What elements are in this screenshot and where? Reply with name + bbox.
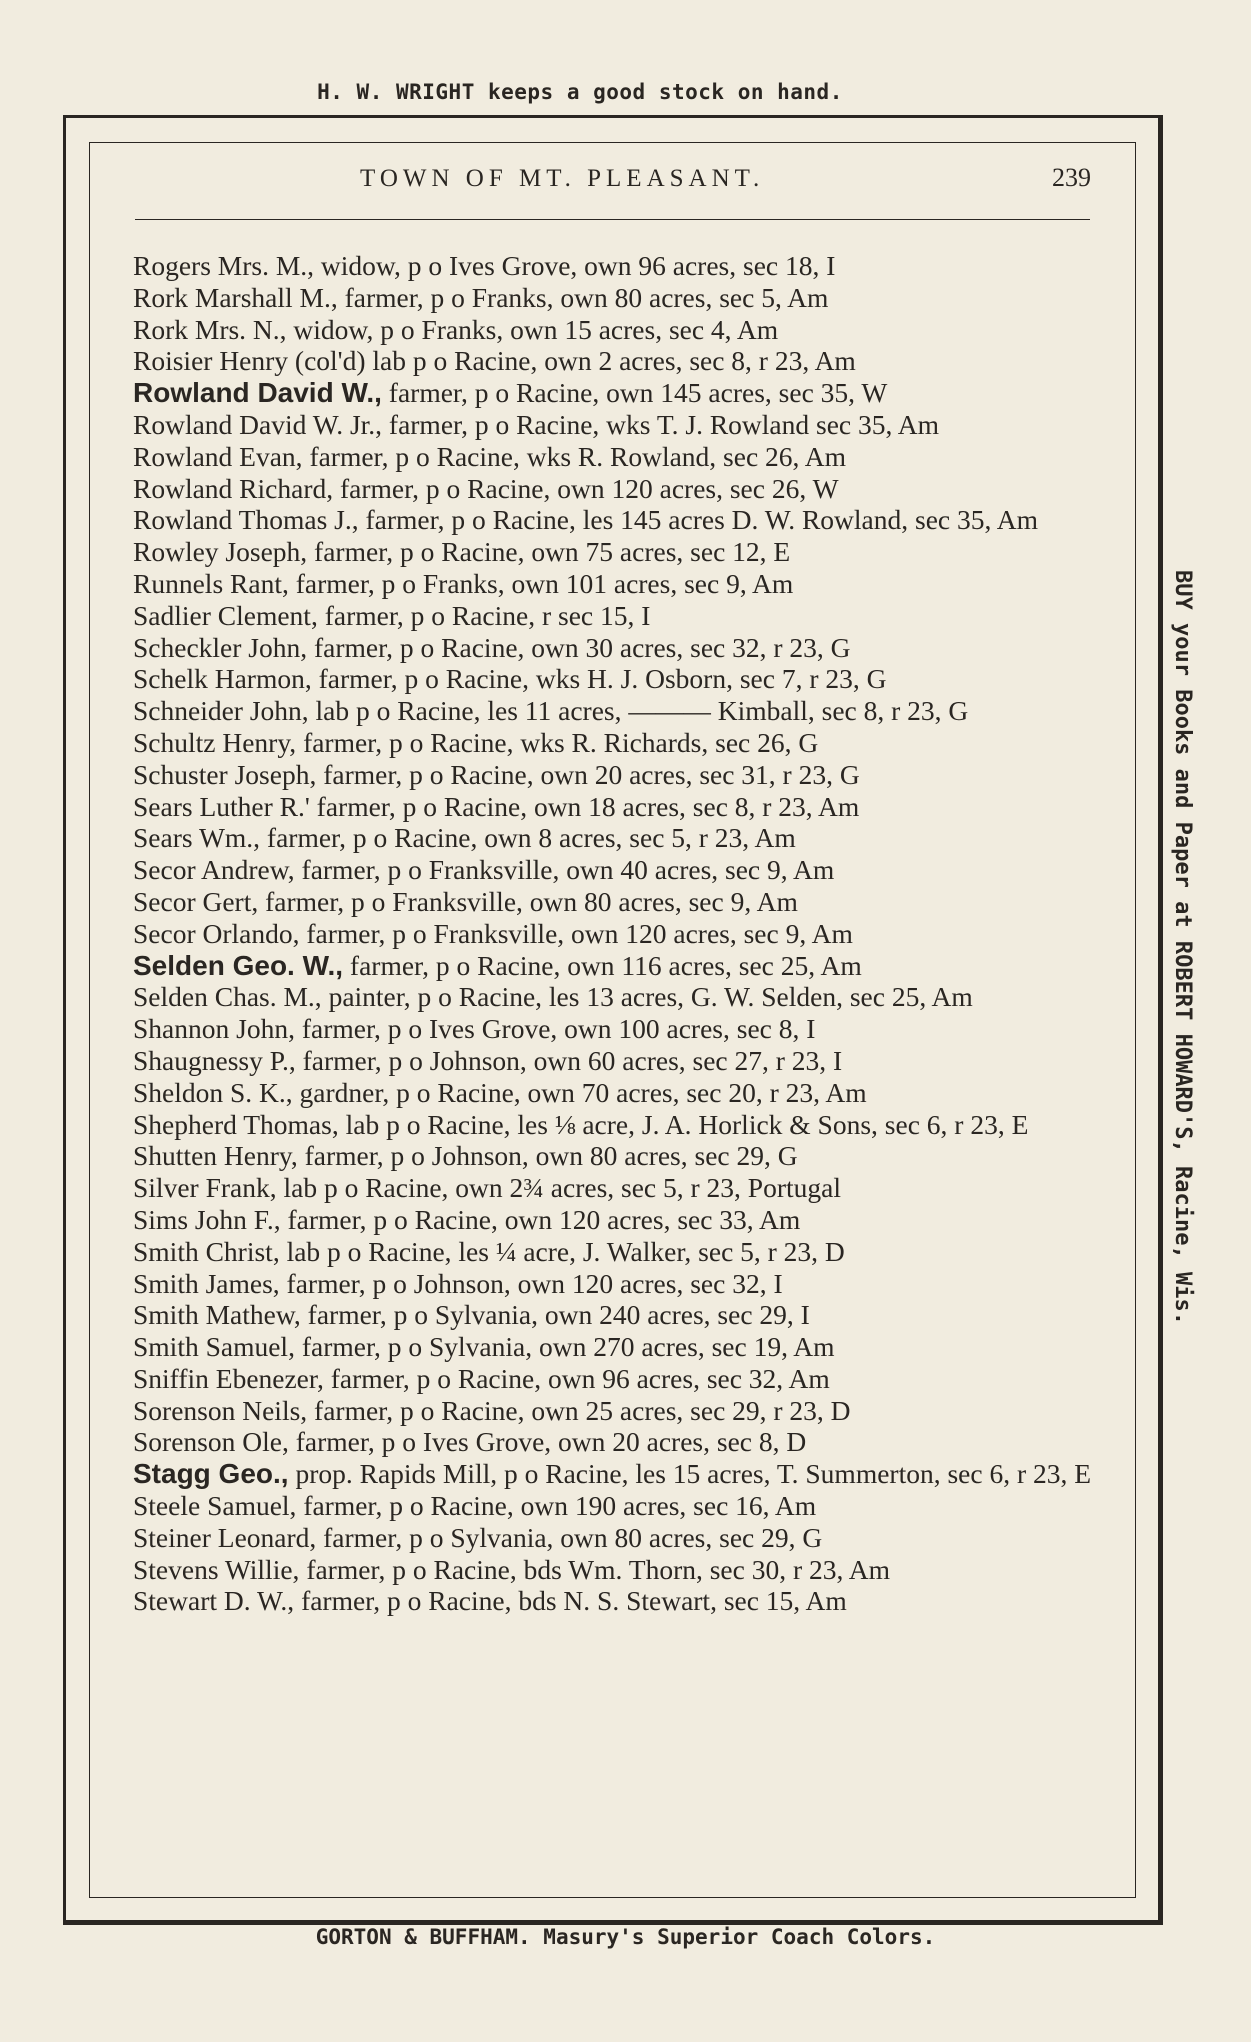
entry-details: farmer, p o Racine, r sec 15, I [317,599,651,631]
entry-name: Sorenson Neils, [133,1394,308,1426]
directory-entry [133,918,1093,950]
directory-entry [133,1077,1093,1109]
entry-name: Rowland David W., [133,377,382,409]
side-advertisement: BUY your Books and Paper at ROBERT HOWARD'S, Racine, Wis. [1170,570,1195,1325]
page-number: 239 [1052,163,1091,192]
entry-details: farmer, p o Racine, bds Wm. Thorn, sec 30, r 23, Am [299,1553,890,1585]
entry-name: Rowley Joseph, [133,536,308,568]
entry-name: Stevens Willie, [133,1553,300,1585]
directory-entry [133,568,1093,600]
entry-name: Runnels Rant, [133,567,289,599]
entry-name: Rogers Mrs. M., [133,250,315,281]
entry-details: farmer, p o Johnson, own 80 acres, sec 29, G [297,1140,798,1172]
directory-entry [133,1236,1093,1268]
directory-entry [133,536,1093,568]
directory-entries [133,250,1093,1617]
directory-entry [133,1585,1093,1617]
directory-entry [133,1395,1093,1427]
entry-details: lab p o Racine, les 11 acres, ——— Kimball, sec 8, r 23, G [308,695,969,727]
directory-entry [133,632,1093,664]
entry-details: farmer, p o Franksville, own 40 acres, sec 9, Am [294,854,835,886]
entry-name: Smith Mathew, [133,1299,301,1331]
directory-entry [133,695,1093,727]
directory-entry [133,1490,1093,1522]
entry-name: Rork Mrs. N., [133,313,287,345]
directory-entry [133,1045,1093,1077]
directory-entry [133,1331,1093,1363]
entry-details: gardner, p o Racine, own 70 acres, sec 20, r 23, Am [292,1076,867,1108]
entry-name: Rowland Richard, [133,472,334,504]
entry-name: Shannon John, [133,1013,295,1045]
directory-entry [133,791,1093,823]
entry-details: painter, p o Racine, les 13 acres, G. W. Selden, sec 25, Am [321,981,973,1013]
directory-entry [133,504,1093,536]
entry-details: lab p o Racine, own 2¾ acres, sec 5, r 23, Portugal [276,1172,841,1204]
directory-entry [133,282,1093,314]
entry-name: Sears Wm., [133,822,261,854]
directory-entry [133,1268,1093,1300]
entry-details: (col'd) lab p o Racine, own 2 acres, sec 8, r 23, Am [288,345,856,377]
entry-details: farmer, p o Franks, own 80 acres, sec 5, Am [337,281,829,313]
entry-name: Sims John F., [133,1203,281,1235]
directory-entry [133,441,1093,473]
entry-name: Smith Samuel, [133,1331,295,1363]
entry-details: farmer, p o Racine, wks R. Richards, sec 26, G [296,726,819,758]
entry-name: Sheldon S. K., [133,1076,293,1108]
directory-entry [133,1109,1093,1141]
entry-name: Rowland Evan, [133,440,303,472]
directory-entry [133,1363,1093,1395]
directory-entry [133,1172,1093,1204]
entry-name: Schultz Henry, [133,726,297,758]
directory-entry [133,727,1093,759]
entry-details: lab p o Racine, les ⅛ acre, J. A. Horlick & Sons, sec 6, r 23, E [338,1108,1029,1140]
directory-entry [133,663,1093,695]
entry-name: Rowland Thomas J., [133,504,359,536]
entry-name: Shutten Henry, [133,1140,298,1172]
entry-name: Secor Andrew, [133,854,295,886]
entry-name: Schelk Harmon, [133,663,312,695]
entry-details: farmer, p o Ives Grove, own 100 acres, sec 8, I [294,1013,816,1045]
directory-entry [133,250,1093,282]
entry-details: farmer, p o Johnson, own 120 acres, sec 32, I [279,1267,783,1299]
entry-name: Roisier Henry [133,345,289,377]
directory-entry [133,600,1093,632]
directory-entry [133,377,1093,409]
directory-entry [133,822,1093,854]
entry-name: Selden Geo. W., [133,949,344,981]
running-head: TOWN OF MT. PLEASANT. [360,165,765,192]
entry-name: Smith James, [133,1267,280,1299]
entry-name: Steele Samuel, [133,1490,297,1522]
entry-details: farmer, p o Franksville, own 80 acres, sec 9, Am [258,885,798,917]
entry-details: farmer, p o Racine, own 145 acres, sec 35, W [381,377,888,409]
entry-details: farmer, p o Franksville, own 120 acres, sec 9, Am [299,917,853,949]
entry-details: farmer, p o Racine, own 30 acres, sec 32, r 23, G [307,631,851,663]
entry-details: farmer, p o Racine, les 145 acres D. W. Rowland, sec 35, Am [358,504,1038,536]
entry-details: farmer, p o Racine, own 96 acres, sec 32, Am [323,1362,830,1394]
entry-details: farmer, p o Racine, own 120 acres, sec 33, Am [280,1203,801,1235]
entry-name: Secor Orlando, [133,917,300,949]
entry-name: Rowland David W. Jr., [133,408,383,440]
directory-entry [133,1140,1093,1172]
entry-details: farmer, p o Racine, bds N. S. Stewart, sec 15, Am [294,1585,847,1617]
footer-advertisement: GORTON & BUFFHAM. Masury's Superior Coach Colors. [315,1925,936,1949]
directory-entry [133,981,1093,1013]
entry-name: Schuster Joseph, [133,758,317,790]
entry-name: Shepherd Thomas, [133,1108,339,1140]
entry-name: Stagg Geo., [133,1458,289,1490]
entry-name: Rork Marshall M., [133,281,338,313]
directory-entry [133,1299,1093,1331]
entry-details: farmer, p o Racine, own 190 acres, sec 16, Am [296,1490,817,1522]
entry-details: farmer, p o Racine, own 116 acres, sec 25, Am [343,949,862,981]
directory-entry [133,886,1093,918]
entry-name: Scheckler John, [133,631,308,663]
header-rule [135,219,1090,220]
entry-name: Silver Frank, [133,1172,277,1204]
directory-entry [133,854,1093,886]
directory-entry [133,409,1093,441]
entry-name: Steiner Leonard, [133,1521,317,1553]
entry-details: farmer, p o Franks, own 101 acres, sec 9, Am [288,567,794,599]
entry-details: farmer, p o Racine, wks H. J. Osborn, sec 7, r 23, G [311,663,887,695]
entry-name: Selden Chas. M., [133,981,322,1013]
entry-details: prop. Rapids Mill, p o Racine, les 15 acres, T. Summerton, sec 6, r 23, E [288,1458,1092,1490]
directory-entry [133,1458,1093,1490]
directory-entry [133,314,1093,346]
entry-name: Sears Luther R.' [133,790,310,822]
entry-name: Schneider John, [133,695,309,727]
entry-details: farmer, p o Racine, wks T. J. Rowland sec 35, Am [382,408,939,440]
entry-details: farmer, p o Racine, wks R. Rowland, sec 26, Am [302,440,847,472]
header-advertisement: H. W. WRIGHT keeps a good stock on hand. [317,80,843,104]
entry-name: Smith Christ, [133,1235,280,1267]
entry-name: Sorenson Ole, [133,1426,289,1458]
entry-name: Sadlier Clement, [133,599,318,631]
entry-details: farmer, p o Sylvania, own 270 acres, sec 19, Am [294,1331,835,1363]
entry-name: Shaugnessy P., [133,1044,296,1076]
entry-details: widow, p o Ives Grove, own 96 acres, sec 18, I [314,250,836,281]
entry-name: Secor Gert, [133,885,259,917]
directory-entry [133,1426,1093,1458]
entry-details: farmer, p o Racine, own 18 acres, sec 8, r 23, Am [309,790,860,822]
directory-entry [133,1522,1093,1554]
entry-name: Stewart D. W., [133,1585,295,1617]
directory-entry [133,473,1093,505]
entry-details: farmer, p o Sylvania, own 240 acres, sec 29, I [300,1299,810,1331]
entry-details: farmer, p o Racine, own 20 acres, sec 31, r 23, G [316,758,860,790]
entry-details: farmer, p o Johnson, own 60 acres, sec 27, r 23, I [295,1044,843,1076]
directory-entry [133,759,1093,791]
entry-details: lab p o Racine, les ¼ acre, J. Walker, sec 5, r 23, D [279,1235,845,1267]
entry-name: Sniffin Ebenezer, [133,1362,324,1394]
directory-entry [133,1204,1093,1236]
entry-details: farmer, p o Racine, own 75 acres, sec 12, E [307,536,791,568]
directory-entry [133,1554,1093,1586]
entry-details: widow, p o Franks, own 15 acres, sec 4, Am [286,313,779,345]
directory-entry [133,345,1093,377]
directory-entry [133,950,1093,982]
entry-details: farmer, p o Racine, own 8 acres, sec 5, r 23, Am [260,822,796,854]
entry-details: farmer, p o Racine, own 120 acres, sec 26, W [333,472,839,504]
entry-details: farmer, p o Ives Grove, own 20 acres, sec 8, D [288,1426,807,1458]
entry-details: farmer, p o Racine, own 25 acres, sec 29, r 23, D [307,1394,851,1426]
entry-details: farmer, p o Sylvania, own 80 acres, sec 29, G [316,1521,823,1553]
directory-entry [133,1013,1093,1045]
